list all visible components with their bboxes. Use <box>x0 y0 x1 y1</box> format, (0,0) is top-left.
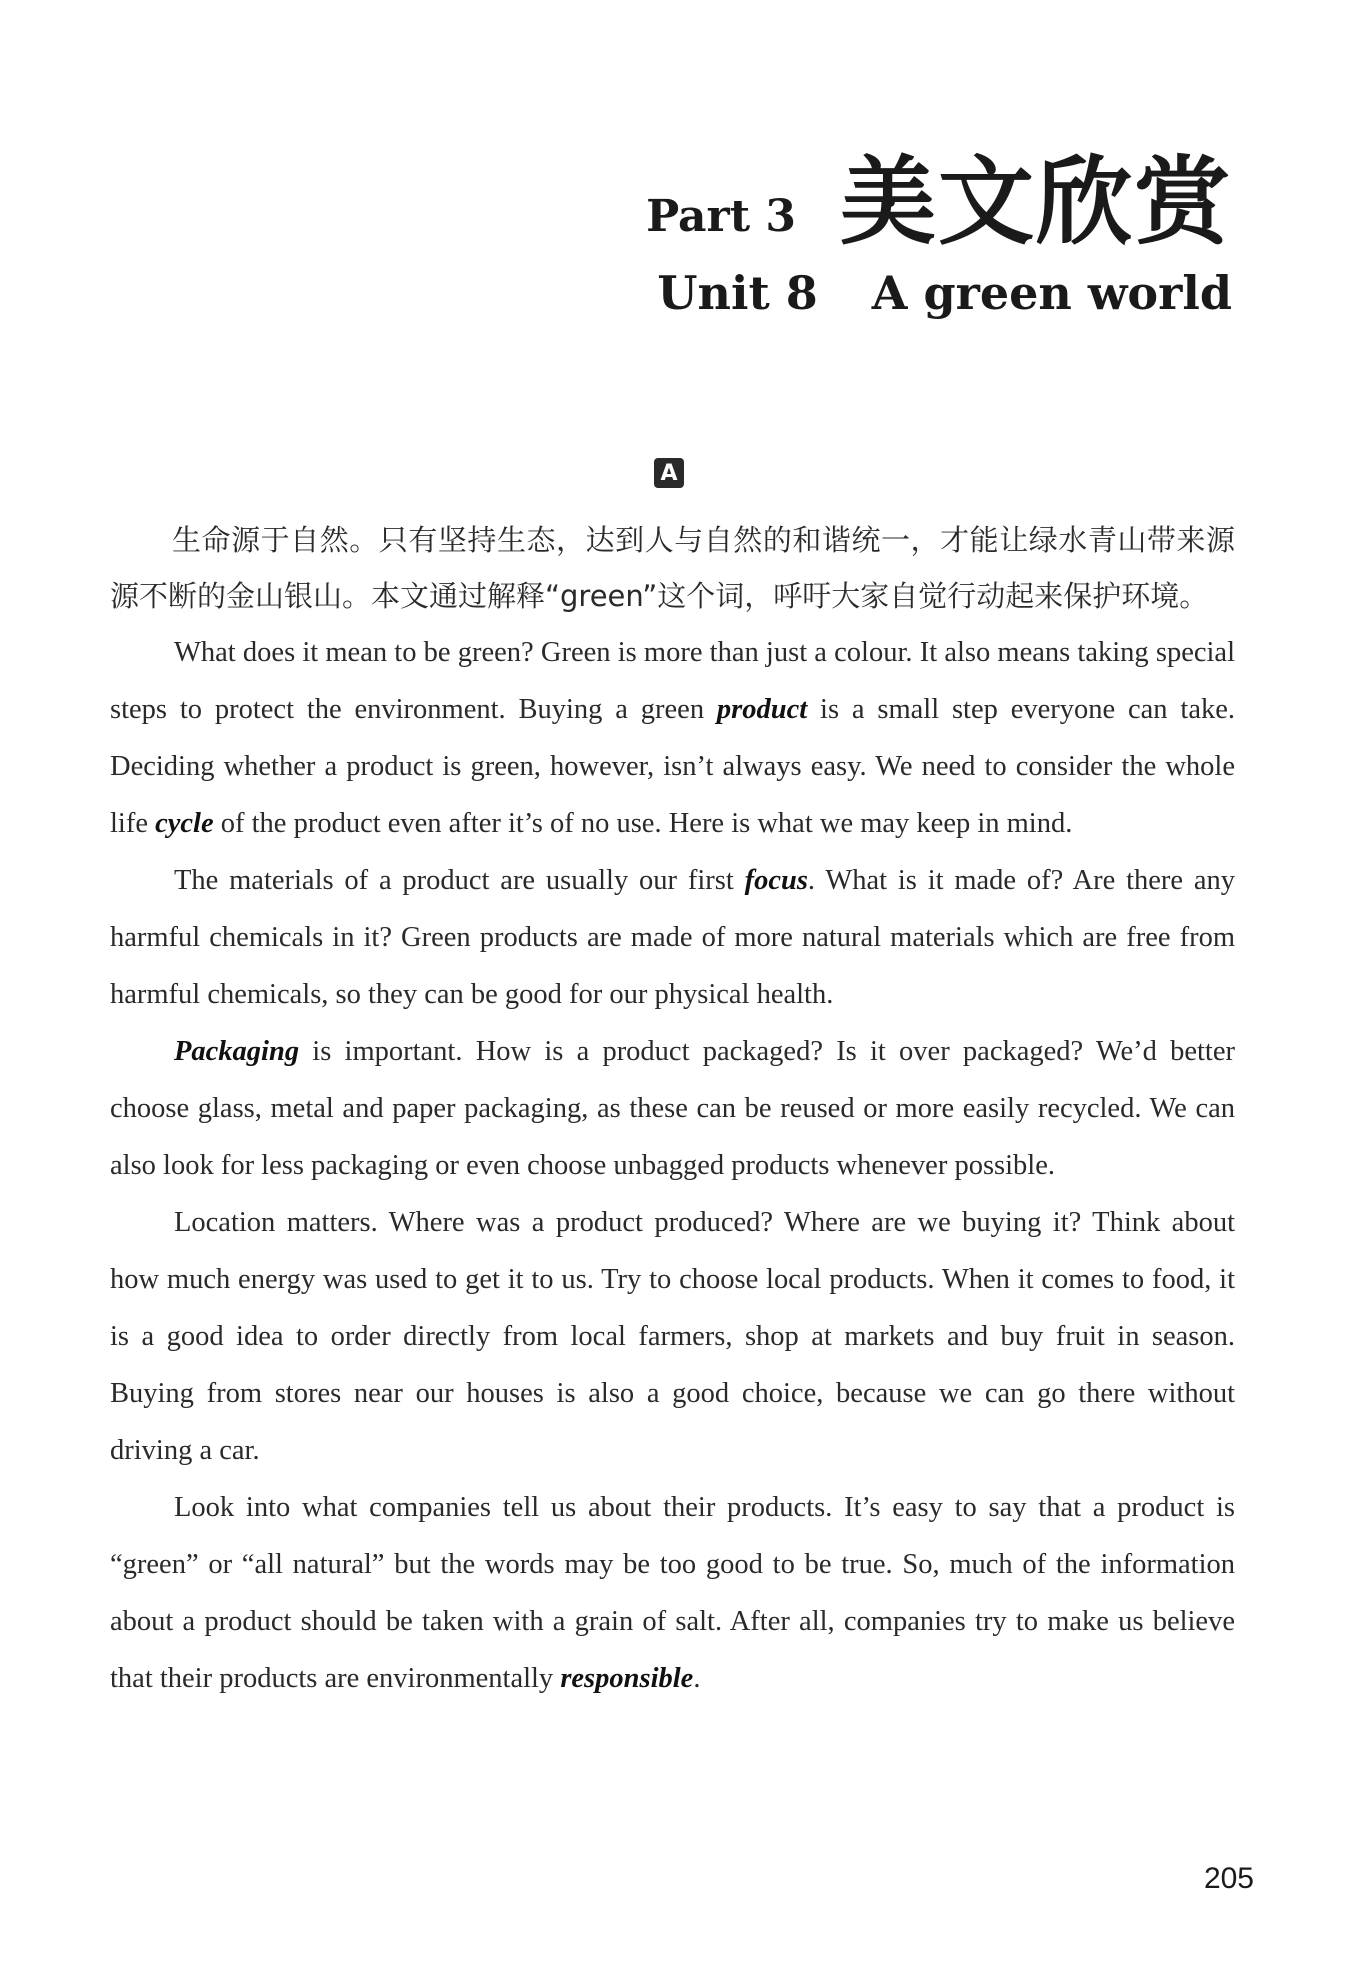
part-label: Part 3 <box>646 191 796 242</box>
keyword: Packaging <box>174 1036 300 1067</box>
paragraph-text: is important. How is a product packaged? Is it over packaged? We’d better choose glass, metal and paper packaging, as these can be reused or more easily recycled. We can also look for less packaging or even choose unbagged products whenever possible. <box>110 1036 1235 1181</box>
keyword: responsible <box>560 1663 694 1694</box>
paragraph-4 <box>110 1194 1235 1479</box>
part-title-cn: 美文欣赏 <box>840 146 1232 258</box>
paragraph-text: . <box>693 1663 701 1694</box>
keyword: focus <box>744 865 808 896</box>
paragraph-1 <box>110 624 1235 852</box>
unit-title: A green world <box>871 266 1232 320</box>
paragraph-text: of the product even after it’s of no use. Here is what we may keep in mind. <box>213 808 1073 839</box>
paragraph-text: is a small step everyone can take. Deciding whether a product is green, however, isn’t always easy. We need to consider the whole life <box>110 694 1235 839</box>
unit-label: Unit 8 <box>657 266 818 320</box>
paragraph-3 <box>110 1023 1235 1194</box>
paragraph-text: Look into what companies tell us about their products. It’s easy to say that a product is “green” or “all natural” but the words may be too good to be true. So, much of the information about a product should be taken with a grain of salt. After all, companies try to make us believe that their products are environmentally <box>110 1492 1235 1694</box>
intro-paragraph-cn: 生命源于自然。只有坚持生态，达到人与自然的和谐统一，才能让绿水青山带来源源不断的金山银山。本文通过解释“green”这个词，呼吁大家自觉行动起来保护环境。 <box>110 523 1235 613</box>
paragraph-text: Location matters. Where was a product produced? Where are we buying it? Think about how much energy was used to get it to us. Try to choose local products. When it comes to food, it is a good idea to order directly from local farmers, shop at markets and buy fruit in season. Buying from stores near our houses is also a good choice, because we can go there without driving a car. <box>110 1207 1235 1466</box>
chapter-heading <box>646 146 1232 320</box>
page-number: 205 <box>1203 1862 1254 1895</box>
keyword: product <box>716 694 808 725</box>
paragraph-text: What does it mean to be green? Green is more than just a colour. It also means taking special steps to protect the environment. Buying a green <box>110 637 1235 725</box>
paragraph-5 <box>110 1479 1235 1707</box>
section-badge: A <box>654 458 684 488</box>
paragraph-2 <box>110 852 1235 1023</box>
paragraph-text: . What is it made of? Are there any harmful chemicals in it? Green products are made of more natural materials which are free from harmful chemicals, so they can be good for our physical health. <box>110 865 1235 1010</box>
keyword: cycle <box>155 808 214 839</box>
part-title-line <box>646 146 1232 258</box>
article-body <box>110 512 1235 1707</box>
paragraph-text: The materials of a product are usually our first <box>174 865 745 896</box>
unit-title-line <box>646 266 1232 320</box>
